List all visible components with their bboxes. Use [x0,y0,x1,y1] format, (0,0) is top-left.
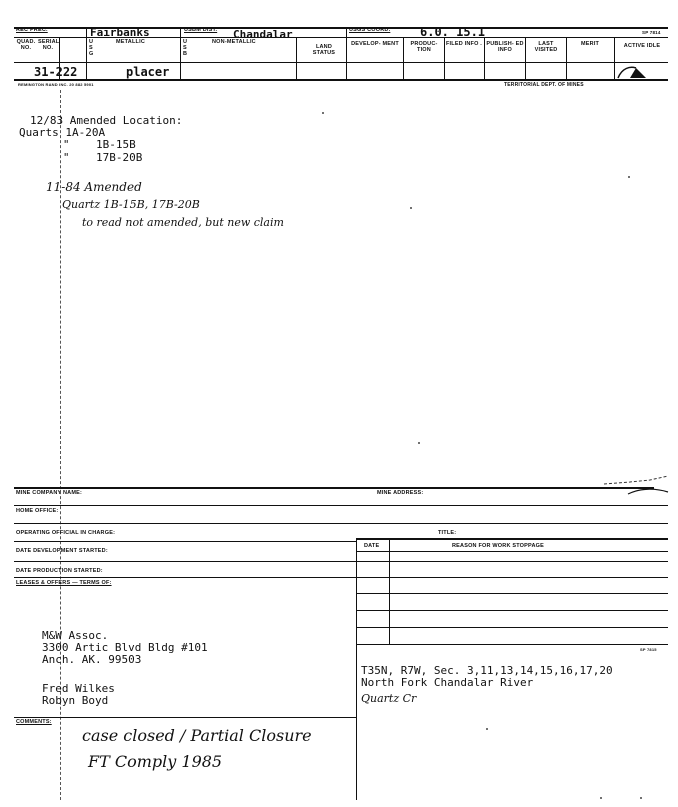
stoppage-table-top [356,538,668,540]
territorial-dept-label: TERRITORIAL DEPT. OF MINES [504,82,584,88]
remarks-line-1: 12/83 Amended Location: [30,114,183,127]
speck [600,797,602,799]
active-idle-mark-icon [616,62,652,82]
location-legal-description: T35N, R7W, Sec. 3,11,13,14,15,16,17,20 [361,664,613,677]
merit-label: MERIT [581,41,600,47]
stoppage-row-2 [356,610,668,611]
header-col-11 [614,37,615,80]
stoppage-row-4 [356,644,668,645]
development-label: DEVELOP- MENT [351,41,399,47]
owner-contact-1: Fred Wilkes [42,682,115,695]
mine-company-rule [14,487,654,489]
comments-rule [14,717,356,718]
mine-company-label: MINE COMPANY NAME: [16,490,83,496]
date-production-label: DATE PRODUCTION STARTED: [16,568,103,574]
home-office-rule [14,505,668,506]
published-info-label: PUBLISH- ED INFO [486,41,524,53]
last-visited-label: LAST VISITED [534,41,558,53]
metallic-commodity-value: placer [126,65,170,79]
date-prod-rule [14,561,668,562]
header-col-7 [444,37,445,80]
header-col-9 [525,37,526,80]
owner-company: M&W Assoc. [42,629,109,642]
metallic-label: METALLIC [116,39,145,45]
date-development-label: DATE DEVELOPMENT STARTED: [16,548,108,554]
serial-no-label: SERIAL NO. [38,39,60,51]
header-col-5 [346,27,347,80]
operating-official-label: OPERATING OFFICIAL IN CHARGE: [16,530,116,536]
leases-offers-label: LEASES & OFFERS — TERMS OF: [16,580,112,586]
stoppage-reason-header: REASON FOR WORK STOPPAGE [452,543,544,549]
stoppage-row-3 [356,627,668,628]
comments-label: COMMENTS: [16,719,52,725]
speck [628,176,630,178]
header-col-2 [86,27,87,80]
speck [486,728,488,730]
stoppage-date-header: DATE [364,543,380,549]
remarks-line-2: Quarts 1A-20A [19,126,106,139]
margin-scribble [600,472,670,498]
usgs-coord-value: 6.0. 15.1 [420,25,486,39]
usbm-dist-label: USBM DIST. [184,27,218,33]
stoppage-date-col [389,538,390,644]
serial-number-value: 31-222 [34,65,78,79]
comments-handwritten-2: FT Comply 1985 [88,752,223,771]
header-bottom-rule [14,79,668,81]
header-col-8 [484,37,485,80]
speck [640,797,642,799]
filed-info-label: FILED INFO . [446,41,483,47]
printer-line: REMINGTON RAND INC. 20 882 5901 [18,82,94,87]
quad-no-label: QUAD. NO. [16,39,36,51]
active-idle-label: ACTIVE IDLE [623,43,661,49]
production-label: PRODUC- TION [410,41,438,53]
header-col-6 [403,37,404,80]
usg-left-label: U S G [89,39,94,57]
form-code-top: SP 7814 [642,30,661,35]
operating-official-rule [14,523,668,524]
handwritten-amended: 11-84 Amended [46,180,142,194]
handwritten-claims: Quartz 1B-15B, 17B-20B [62,198,200,211]
stoppage-header-rule [356,551,668,552]
speck [418,442,420,444]
owner-city: Anch. AK. 99503 [42,653,142,666]
header-col-3 [180,27,181,80]
comments-handwritten-1: case closed / Partial Closure [82,726,312,745]
title-label: TITLE: [438,530,457,536]
header-rule-2 [14,62,668,63]
usgs-coord-label: USGS COORD. [349,27,391,33]
location-creek-handwritten: Quartz Cr [361,692,417,705]
date-dev-rule [14,541,356,542]
remarks-line-4: " 17B-20B [43,151,143,164]
speck [410,207,412,209]
owner-street: 3300 Artic Blvd Bldg #101 [42,641,208,654]
remarks-line-3: " 1B-15B [43,138,136,151]
rec-prec-value: Fairbanks [90,26,150,39]
stoppage-row-1 [356,593,668,594]
non-metallic-label: NON-METALLIC [212,39,256,45]
owner-contact-2: Robyn Boyd [42,694,109,707]
speck [322,112,324,114]
location-river: North Fork Chandalar River [361,676,534,689]
form-code-bottom: SP 7815 [640,647,657,652]
header-col-10 [566,37,567,80]
header-col-4 [296,37,297,80]
home-office-label: HOME OFFICE: [16,508,59,514]
usbm-dist-value: Chandalar [233,28,293,41]
mine-address-label: MINE ADDRESS: [377,490,424,496]
handwritten-note: to read not amended, but new claim [82,216,284,229]
center-divider [356,538,357,800]
usb-right-label: U S B [183,39,188,57]
land-status-label: LAND STATUS [312,44,336,56]
leases-rule [14,577,668,578]
rec-prec-label: REC PREC. [16,27,48,33]
